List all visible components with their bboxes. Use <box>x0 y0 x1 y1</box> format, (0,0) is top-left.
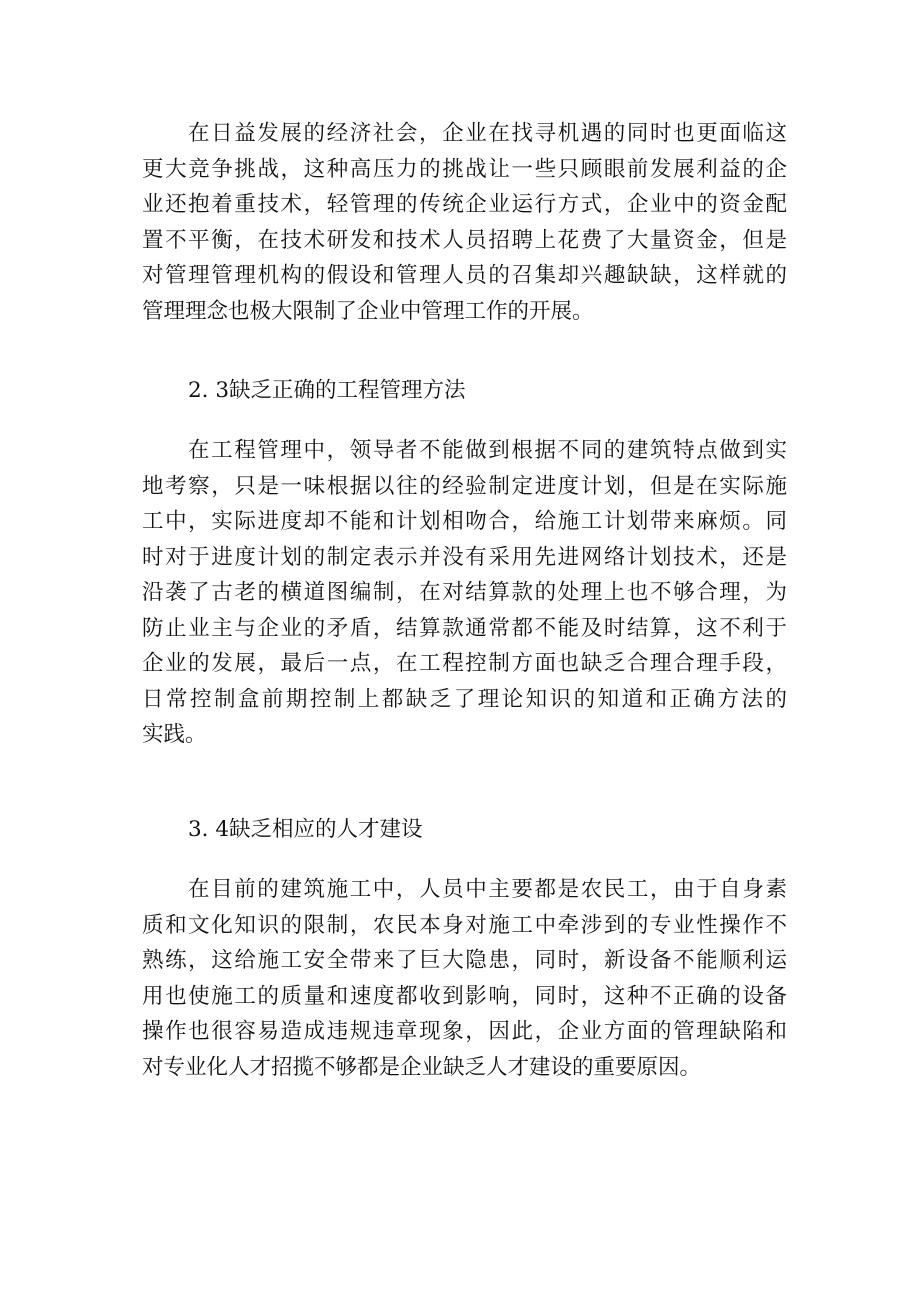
text-line: 沿袭了古老的横道图编制，在对结算款的处理上也不够合理，为 <box>142 580 787 605</box>
text-line: 熟练，这给施工安全带来了巨大隐患，同时，新设备不能顺利运 <box>142 948 787 973</box>
text-line: 在工程管理中，领导者不能做到根据不同的建筑特点做到实 <box>188 438 787 463</box>
text-line: 企业的发展，最后一点，在工程控制方面也缺乏合理合理手段， <box>142 651 787 676</box>
text-line: 在日益发展的经济社会，企业在找寻机遇的同时也更面临这 <box>188 121 787 146</box>
text-line: 更大竞争挑战，这种高压力的挑战让一些只顾眼前发展利益的企 <box>142 156 787 182</box>
text-line: 用也使施工的质量和速度都收到影响，同时，这种不正确的设备 <box>142 983 787 1009</box>
paragraph-engineering-management <box>142 433 787 753</box>
section-heading-2-3 <box>142 373 787 409</box>
text-line: 日常控制盒前期控制上都缺乏了理论知识的知道和正确方法的 <box>142 686 787 712</box>
paragraph-talent-construction <box>142 872 787 1085</box>
text-line: 在目前的建筑施工中，人员中主要都是农民工，由于自身素 <box>188 877 787 902</box>
text-line: 操作也很容易造成违规违章现象，因此，企业方面的管理缺陷和 <box>142 1019 787 1044</box>
paragraph-management-imbalance <box>142 116 787 329</box>
text-line: 业还抱着重技术，轻管理的传统企业运行方式，企业中的资金配 <box>142 192 787 217</box>
text-line: 管理理念也极大限制了企业中管理工作的开展。 <box>142 298 594 324</box>
text-line: 时对于进度计划的制定表示并没有采用先进网络计划技术，还是 <box>142 544 787 570</box>
text-line: 对专业化人才招揽不够都是企业缺乏人才建设的重要原因。 <box>142 1054 702 1080</box>
text-line: 质和文化知识的限制，农民本身对施工中牵涉到的专业性操作不 <box>142 912 787 938</box>
text-line: 地考察，只是一味根据以往的经验制定进度计划，但是在实际施 <box>142 473 787 499</box>
text-line: 实践。 <box>142 722 207 747</box>
section-heading: 3. 4缺乏相应的人才建设 <box>188 817 423 842</box>
text-line: 置不平衡，在技术研发和技术人员招聘上花费了大量资金，但是 <box>142 227 787 253</box>
section-heading-3-4 <box>142 812 787 848</box>
text-line: 工中，实际进度却不能和计划相吻合，给施工计划带来麻烦。同 <box>142 509 787 534</box>
text-line: 防止业主与企业的矛盾，结算款通常都不能及时结算，这不利于 <box>142 615 787 641</box>
text-line: 对管理管理机构的假设和管理人员的召集却兴趣缺缺，这样就的 <box>142 263 787 288</box>
section-heading: 2. 3缺乏正确的工程管理方法 <box>188 378 466 403</box>
